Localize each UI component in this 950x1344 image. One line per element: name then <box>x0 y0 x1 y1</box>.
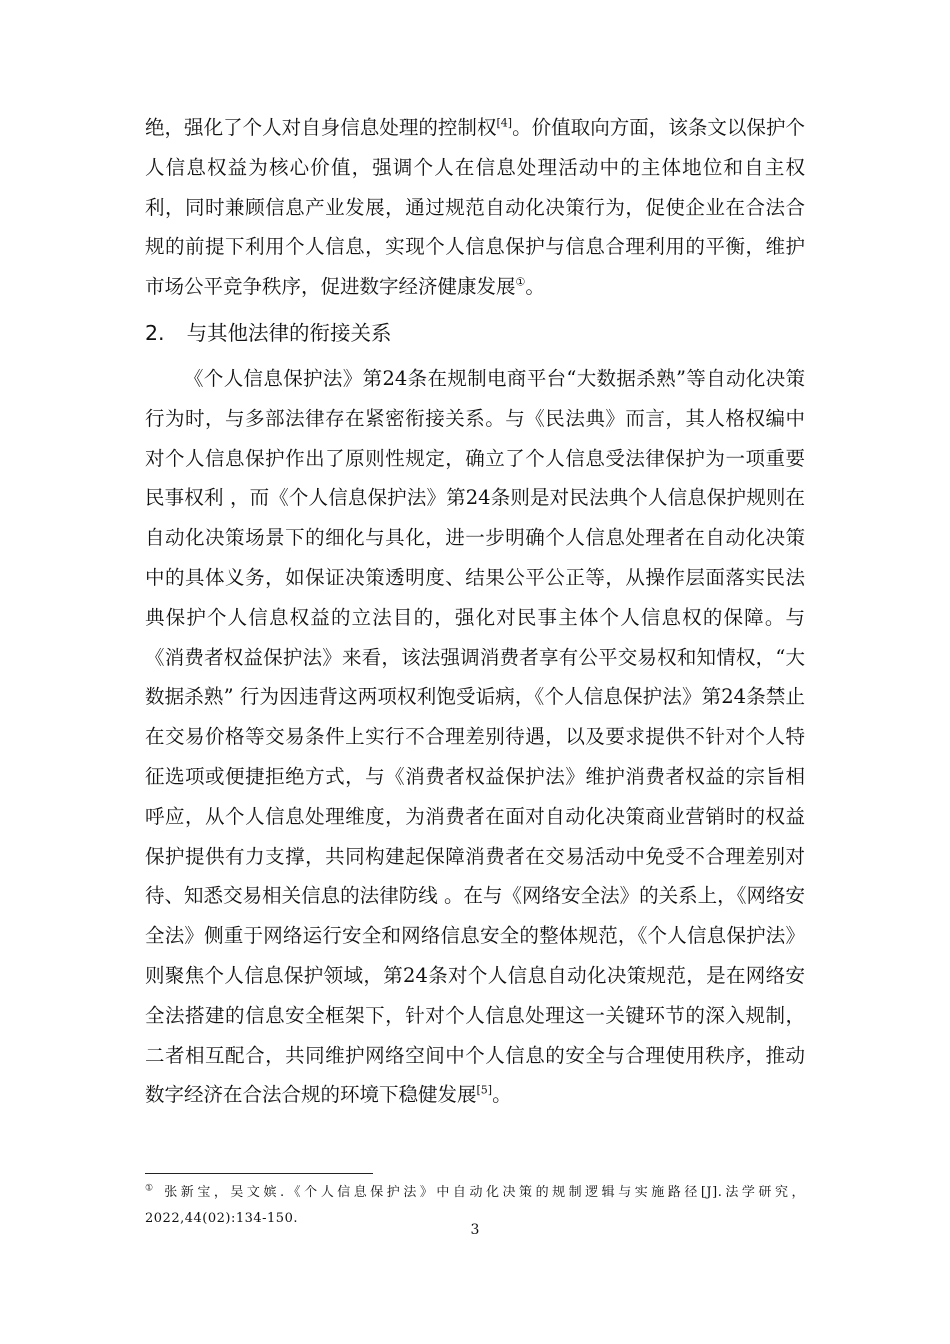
section-heading <box>145 313 805 353</box>
citation-ref[interactable]: [4] <box>496 116 513 130</box>
page-body <box>145 108 805 1115</box>
footnote-text: 张新宝，吴文嫔.《个人信息保护法》中自动化决策的规制逻辑与实施路径[J].法学研究，2022,44(02):134-150. <box>145 1185 805 1226</box>
citation-ref[interactable]: [5] <box>476 1083 493 1097</box>
footnote-marker: ① <box>145 1183 157 1194</box>
section-number: 2. <box>145 320 165 345</box>
page-number: 3 <box>470 1222 480 1238</box>
footnote-divider <box>145 1173 373 1174</box>
paragraph-text: 。价值取向方面，该条文以保护个人信息权益为核心价值，强调个人在信息处理活动中的主体地位和自主权利，同时兼顾信息产业发展，通过规范自动化决策行为，促使企业在合法合规的前提下利用个人信息，实现个人信息保护与信息合理利用的平衡，维护市场公平竞争秩序，促进数字经济健康发展 <box>145 116 805 299</box>
paragraph-value-orientation <box>145 108 805 307</box>
paragraph-text: 绝，强化了个人对自身信息处理的控制权 <box>145 116 497 139</box>
paragraph-text: 《个人信息保护法》第24条在规制电商平台“大数据杀熟”等自动化决策行为时，与多部法律存在紧密衔接关系。与《民法典》而言，其人格权编中对个人信息保护作出了原则性规定，确立了个人信息受法律保护为一项重要民事权利 ，而《个人信息保护法》第24条则是对民法典个人信息保护规则在自动化决策场景下的细化与具化，进一步明确个人信息处理者在自动化决策中的具体义务，如保证决策透明度、结果公平公正等，从操作层面落实民法典保护个人信息权益的立法目的，强化对民事主体个人信息权的保障。与《消费者权益保护法》来看，该法强调消费者享有公平交易权和知情权，“大数据杀熟” 行为因违背这两项权利饱受诟病，《个人信息保护法》第24条禁止在交易价格等交易条件上实行不合理差别待遇，以及要求提供不针对个人特征选项或便捷拒绝方式，与《消费者权益保护法》维护消费者权益的宗旨相呼应，从个人信息处理维度，为消费者在面对自动化决策商业营销时的权益保护提供有力支撑，共同构建起保障消费者在交易活动中免受不合理差别对待、知悉交易相关信息的法律防线 。在与《网络安全法》的关系上，《网络安全法》侧重于网络运行安全和网络信息安全的整体规范，《个人信息保护法》则聚焦个人信息保护领域，第24条对个人信息自动化决策规范，是在网络安全法搭建的信息安全框架下，针对个人信息处理这一关键环节的深入规制，二者相互配合，共同维护网络空间中个人信息的安全与合理使用秩序，推动数字经济在合法合规的环境下稳健发展 <box>145 366 805 1107</box>
footnote-ref[interactable]: ① <box>515 275 526 289</box>
paragraph-text: 。 <box>525 275 545 299</box>
section-title: 与其他法律的衔接关系 <box>186 320 392 345</box>
paragraph-text: 。 <box>492 1083 512 1107</box>
paragraph-law-relations <box>145 359 805 1115</box>
